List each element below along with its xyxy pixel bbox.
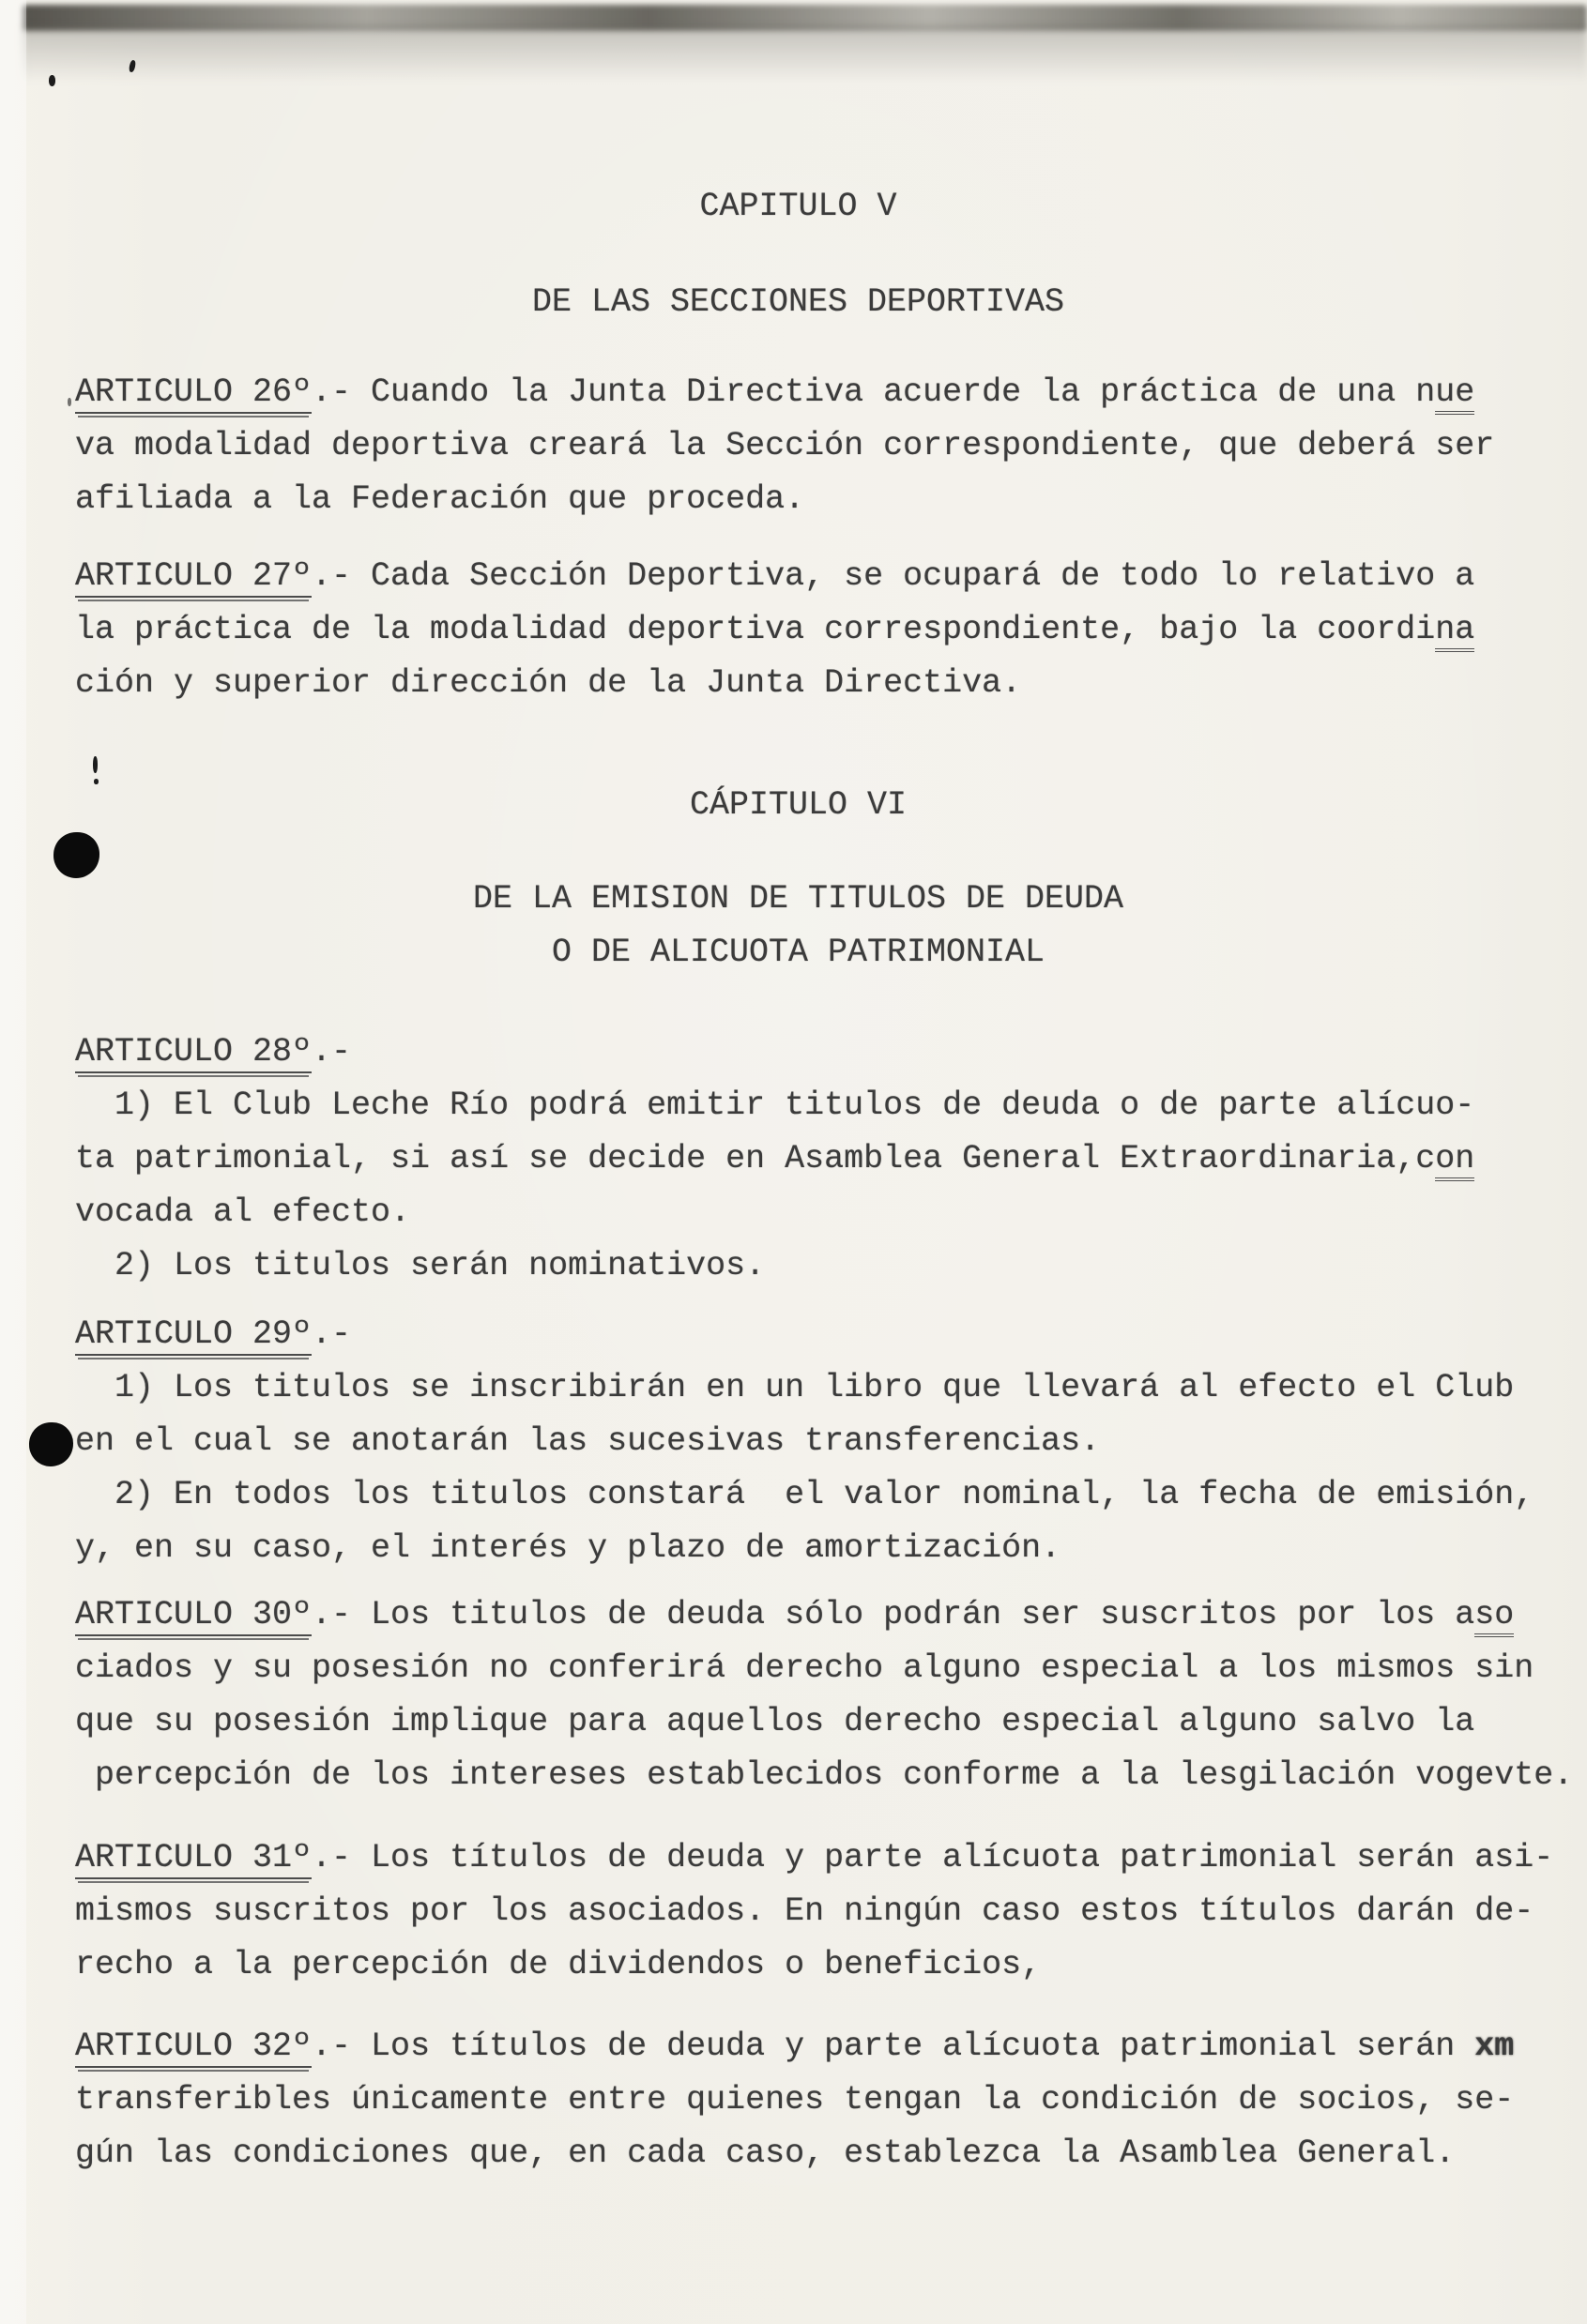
text-run: .- Los titulos de deuda sólo podrán ser suscritos por los a: [312, 1596, 1475, 1633]
article-29-line-1: [75, 1308, 1534, 1361]
article-28: [75, 1025, 1474, 1293]
text-run: .-: [312, 1033, 352, 1071]
text-run: .- Cuando la Junta Directiva acuerde la práctica de una n: [312, 373, 1436, 411]
article-29-line-5: y, en su caso, el interés y plazo de amortización.: [75, 1529, 1061, 1567]
article-32-line-1: [75, 2020, 1514, 2073]
article-32-line-3: gún las condiciones que, en cada caso, establezca la Asamblea General.: [75, 2134, 1456, 2172]
article-30: [75, 1588, 1573, 1802]
article-29: [75, 1308, 1534, 1575]
chapter-6-subtitle-line-1: DE LA EMISION DE TITULOS DE DEUDA: [472, 880, 1124, 918]
chapter-6-subtitle: [75, 873, 1521, 980]
article-29-line-2: 1) Los titulos se inscribirán en un libro que llevará al efecto el Club: [75, 1369, 1515, 1406]
ink-speck: [49, 75, 55, 86]
article-30-line-1: [75, 1588, 1573, 1642]
text-run: .- Cada Sección Deportiva, se ocupará de todo lo relativo a: [312, 557, 1475, 595]
article-27-heading: ARTICULO 27º: [75, 557, 312, 598]
article-27-line-2: [75, 603, 1474, 657]
article-28-line-4: vocada al efecto.: [75, 1193, 411, 1231]
article-30-line-2: ciados y su posesión no conferirá derecho alguno especial a los mismos sin: [75, 1649, 1534, 1687]
text-run: la práctica de la modalidad deportiva correspondiente, bajo la coordi: [75, 611, 1436, 648]
article-28-heading: ARTICULO 28º: [75, 1033, 312, 1073]
chapter-5-title: CAPITULO V: [699, 188, 897, 225]
article-26: [75, 366, 1494, 526]
article-30-line-3: que su posesión implique para aquellos derecho especial alguno salvo la: [75, 1703, 1475, 1740]
text-run: ta patrimonial, si así se decide en Asamblea General Extraordinaria,c: [75, 1140, 1436, 1177]
underlined-word-break: na: [1435, 611, 1474, 652]
article-28-line-5: 2) Los titulos serán nominativos.: [75, 1247, 766, 1284]
article-31-heading: ARTICULO 31º: [75, 1839, 312, 1879]
text-run: .- Los títulos de deuda y parte alícuota patrimonial serán asi-: [312, 1839, 1554, 1876]
underlined-word-break: so: [1474, 1596, 1514, 1637]
article-30-heading: ARTICULO 30º: [75, 1596, 312, 1636]
page-left-edge: [0, 0, 26, 2324]
article-29-line-4: 2) En todos los titulos constará el valor nominal, la fecha de emisión,: [75, 1476, 1534, 1513]
ink-speck: [93, 756, 98, 773]
chapter-5-subtitle: DE LAS SECCIONES DEPORTIVAS: [531, 283, 1065, 321]
article-31-line-1: [75, 1831, 1553, 1885]
article-31-line-2: mismos suscritos por los asociados. En ningún caso estos títulos darán de-: [75, 1892, 1534, 1930]
chapter-6-title: CÁPITULO VI: [689, 786, 908, 824]
article-29-heading: ARTICULO 29º: [75, 1315, 312, 1356]
article-27-line-3: ción y superior dirección de la Junta Directiva.: [75, 664, 1022, 702]
scan-edge-haze: [23, 26, 1587, 83]
article-32-line-2: transferibles únicamente entre quienes tengan la condición de socios, se-: [75, 2081, 1515, 2119]
article-32: [75, 2020, 1514, 2180]
article-28-line-3: [75, 1132, 1474, 1186]
struck-out-typo: xm: [1474, 2028, 1515, 2065]
underlined-word-break: on: [1435, 1140, 1474, 1181]
article-28-line-2: 1) El Club Leche Río podrá emitir titulos de deuda o de parte alícuo-: [75, 1086, 1475, 1124]
article-26-line-2: va modalidad deportiva creará la Sección correspondiente, que deberá ser: [75, 427, 1495, 464]
article-31: [75, 1831, 1553, 1992]
article-28-line-1: [75, 1025, 1474, 1079]
underlined-word-break: ue: [1435, 373, 1474, 415]
article-26-line-3: afiliada a la Federación que proceda.: [75, 480, 805, 518]
chapter-6-subtitle-line-2: O DE ALICUOTA PATRIMONIAL: [551, 934, 1045, 971]
hole-punch-mark: [53, 832, 99, 878]
article-27: [75, 550, 1474, 710]
article-30-line-4: percepción de los intereses establecidos conforme a la lesgilación vogevte.: [75, 1756, 1574, 1794]
article-32-heading: ARTICULO 32º: [75, 2028, 312, 2068]
article-31-line-3: recho a la percepción de dividendos o beneficios,: [75, 1946, 1042, 1983]
article-27-line-1: [75, 550, 1474, 603]
ink-speck: [68, 398, 71, 406]
hole-punch-mark: [29, 1422, 73, 1466]
text-run: .-: [312, 1315, 352, 1353]
article-29-line-3: en el cual se anotarán las sucesivas transferencias.: [75, 1422, 1101, 1460]
text-run: .- Los títulos de deuda y parte alícuota patrimonial serán: [312, 2028, 1475, 2065]
article-26-heading: ARTICULO 26º: [75, 373, 312, 414]
article-26-line-1: [75, 366, 1494, 419]
